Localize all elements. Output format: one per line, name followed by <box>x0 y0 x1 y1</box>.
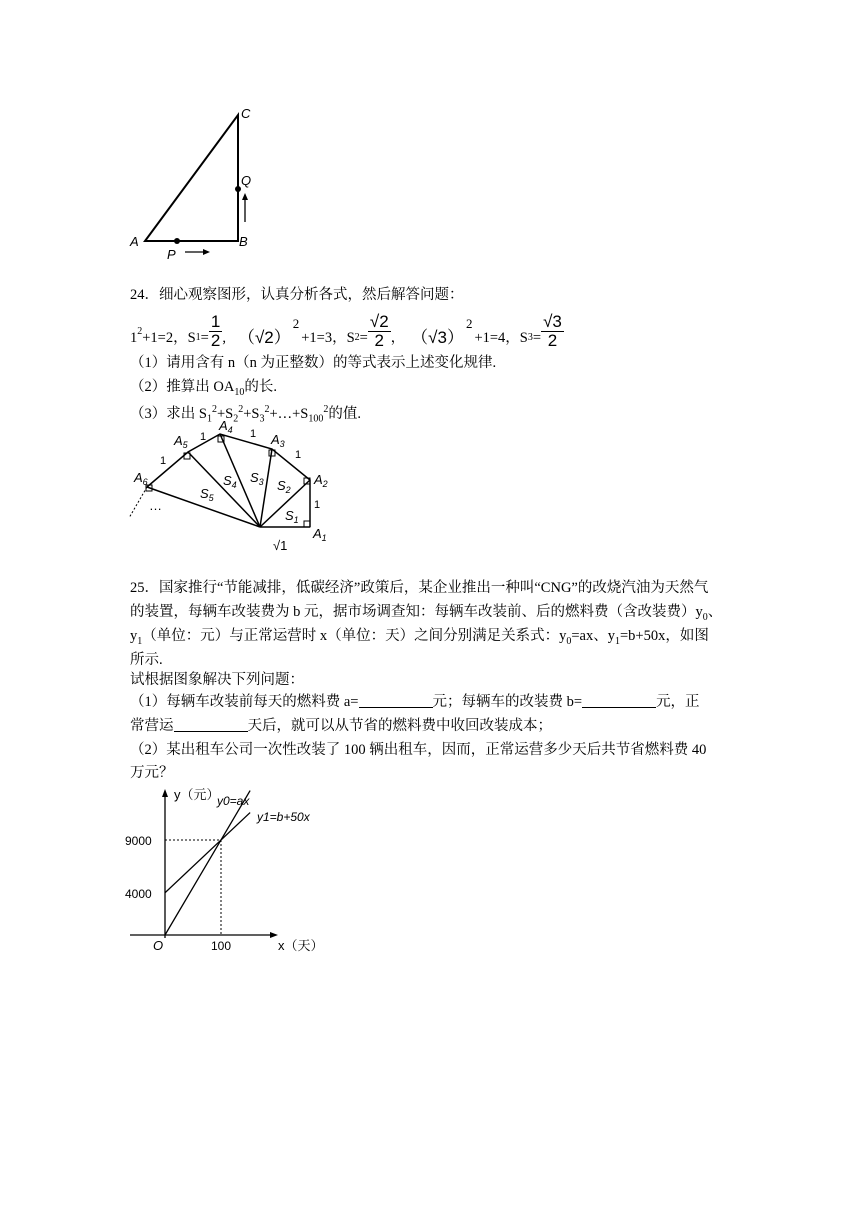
q25-l3-c: =ax、y <box>571 628 615 644</box>
x-axis-label: x（天） <box>278 938 324 953</box>
arrow-q-head <box>242 193 248 200</box>
fraction-s3-den: 2 <box>547 331 558 350</box>
side-label-5: 1 <box>160 455 167 467</box>
q25-line2 <box>130 602 722 628</box>
q25-l7-b: 天后，就可以从节省的燃料费中收回改装成本； <box>247 718 552 734</box>
q25-l3-sub: 1 <box>137 635 143 647</box>
series-label-y1: y1=b+50x <box>257 810 310 824</box>
spoke-oa3 <box>260 449 272 527</box>
fraction-s3 <box>541 313 564 350</box>
y-tick-4000: 4000 <box>125 886 152 901</box>
q24-sub2-sub: 10 <box>234 386 245 398</box>
q25-l3-sub3: 1 <box>615 635 620 647</box>
q25-line1: 25．国家推行“节能减排，低碳经济”政策后，某企业推出一种叫“CNG”的改烧汽油为天然气 <box>130 580 709 596</box>
point-p <box>174 238 180 244</box>
f-p3: = <box>200 330 209 346</box>
label-a2: $A_2$ <box>314 472 328 489</box>
q25-l3-a: y <box>130 628 138 644</box>
label-a5: $A_5$ <box>174 433 188 450</box>
side-label-3: 1 <box>250 428 257 440</box>
label-a4: $A_4$ <box>219 420 233 435</box>
q24-sub3-p3: +…+S <box>269 405 309 422</box>
f-p1-sup: 2 <box>137 326 143 337</box>
f-p7: ， <box>390 330 406 346</box>
fraction-s2-num: √2 <box>369 312 389 331</box>
f-p2-sub: 1 <box>195 332 201 343</box>
f-p4: , <box>222 330 226 346</box>
q24-sub3-s3: 3 <box>259 413 265 425</box>
label-a3: $A_3$ <box>271 432 285 449</box>
label-s2: $S_2$ <box>277 478 291 495</box>
q24-sub3-a: （3）求出 S <box>130 405 207 422</box>
spiral-continuation <box>129 487 147 518</box>
label-p: P <box>167 247 176 262</box>
fraction-s1-num: 1 <box>210 312 221 331</box>
root1-label: √1 <box>273 538 288 553</box>
fuel-cost-chart <box>120 783 340 958</box>
f-p8-sub: 3 <box>527 332 533 343</box>
arrow-p-head <box>203 249 210 255</box>
q25-l2-end: 、 <box>707 604 723 620</box>
q24-sub3-s4: 100 <box>308 413 324 425</box>
q24-sub3-e3: 2 <box>264 404 270 415</box>
label-a1: $A_1$ <box>313 526 327 543</box>
f-p6: = <box>359 330 368 346</box>
q25-l2-sub: 0 <box>702 611 708 623</box>
q25-l6-c: 元，正 <box>656 694 700 710</box>
q25-l3-sub2: 0 <box>566 635 572 647</box>
fraction-s1 <box>209 313 222 350</box>
label-b: B <box>239 234 248 249</box>
q24-formula <box>130 308 564 348</box>
y-axis-label: y（元） <box>174 787 220 802</box>
answer-blank-days[interactable] <box>174 717 248 732</box>
origin-label: O <box>153 938 164 953</box>
q25-line6 <box>130 692 700 712</box>
fraction-s2-den: 2 <box>374 331 384 350</box>
y-tick-9000: 9000 <box>125 834 152 848</box>
label-s4: $S_4$ <box>223 473 237 490</box>
label-s3: $S_3$ <box>250 470 264 487</box>
fraction-s1-den: 2 <box>210 331 221 350</box>
q24-sub3-e2: 2 <box>238 404 244 415</box>
side-label-2: 1 <box>295 449 302 461</box>
q24-sub2-a: （2）推算出 OA <box>130 379 235 395</box>
sqrt3: √3 <box>428 328 447 347</box>
q25-line9: 万元？ <box>130 765 174 781</box>
label-c: C <box>241 106 251 121</box>
series-line-1 <box>165 813 250 893</box>
f-p8: +1=4，S <box>474 330 528 346</box>
x-tick-100: 100 <box>211 939 232 953</box>
triangle-figure <box>120 100 270 265</box>
f-p1: 1 <box>130 330 138 346</box>
right-angle-a1 <box>304 521 310 527</box>
q24-sub3-p1: +S <box>216 405 234 422</box>
label-a: A <box>130 234 139 249</box>
fraction-s2 <box>368 313 391 350</box>
dots-label: … <box>149 498 162 513</box>
q25-l6-b: 元；每辆车的改装费 b= <box>432 694 583 710</box>
sqrt3-paren: （√3） <box>411 328 464 347</box>
label-a6: $A_6$ <box>134 470 148 487</box>
q25-line8: （2）某出租车公司一次性改装了 100 辆出租车，因而，正常运营多少天后共节省燃料费 40 <box>130 742 707 758</box>
answer-blank-a[interactable] <box>359 693 433 708</box>
triangle-abc <box>145 115 238 241</box>
q24-sub3-p2: +S <box>243 405 260 422</box>
q25-l3-b: （单位：元）与正常运营时 x（单位：天）之间分别满足关系式：y <box>142 628 567 644</box>
q25-l6-a: （1）每辆车改装前每天的燃料费 a= <box>130 694 359 710</box>
sqrt2-paren: （√2） <box>237 328 291 347</box>
spoke-oa5 <box>188 452 260 527</box>
q25-l3-d: =b+50x，如图 <box>620 628 709 644</box>
label-q: Q <box>241 173 252 188</box>
side-label-4: 1 <box>200 431 207 443</box>
f-p5-sub: 2 <box>354 332 360 343</box>
q24-sub3-e4: 2 <box>323 404 329 415</box>
q24-title: 24．细心观察图形，认真分析各式，然后解答问题： <box>130 287 464 303</box>
label-s1: $S_1$ <box>285 508 299 525</box>
q25-l7-a: 常营运 <box>130 718 174 734</box>
q24-sub3-s2: 2 <box>233 413 239 425</box>
q24-sub3-s1: 1 <box>206 413 212 425</box>
q24-sub2-b: 的长. <box>244 379 277 395</box>
q25-line4: 所示. <box>130 652 163 668</box>
side-label-1: 1 <box>314 499 321 511</box>
q25-line7 <box>130 716 552 736</box>
x-axis-arrow <box>270 932 278 938</box>
series-label-y0: y0=ax <box>217 794 250 808</box>
q24-sub1: （1）请用含有 n（n 为正整数）的等式表示上述变化规律. <box>130 355 497 371</box>
q24-sub3-b: 的值. <box>328 405 361 422</box>
f-p2: +1=2，S <box>142 330 196 346</box>
fraction-s3-num: √3 <box>543 312 562 331</box>
f-p5: +1=3，S <box>301 330 355 346</box>
sqrt3-exp: 2 <box>465 316 473 331</box>
spiral-figure <box>125 420 345 555</box>
series-line-0 <box>165 791 250 935</box>
q25-l2-text: 的装置，每辆车改装费为 b 元，据市场调查知：每辆车改装前、后的燃料费（含改装费）y <box>130 604 703 620</box>
answer-blank-b[interactable] <box>582 693 656 708</box>
f-p9: = <box>532 330 542 346</box>
q25-line5: 试根据图象解决下列问题： <box>130 672 304 688</box>
q25-line3 <box>130 626 709 652</box>
y-axis-arrow <box>162 789 168 797</box>
sqrt2-exp: 2 <box>292 316 300 331</box>
sqrt2: √2 <box>254 328 274 347</box>
q24-sub3-e1: 2 <box>211 404 217 415</box>
label-s5: $S_5$ <box>200 486 214 503</box>
q24-sub2 <box>130 377 277 403</box>
